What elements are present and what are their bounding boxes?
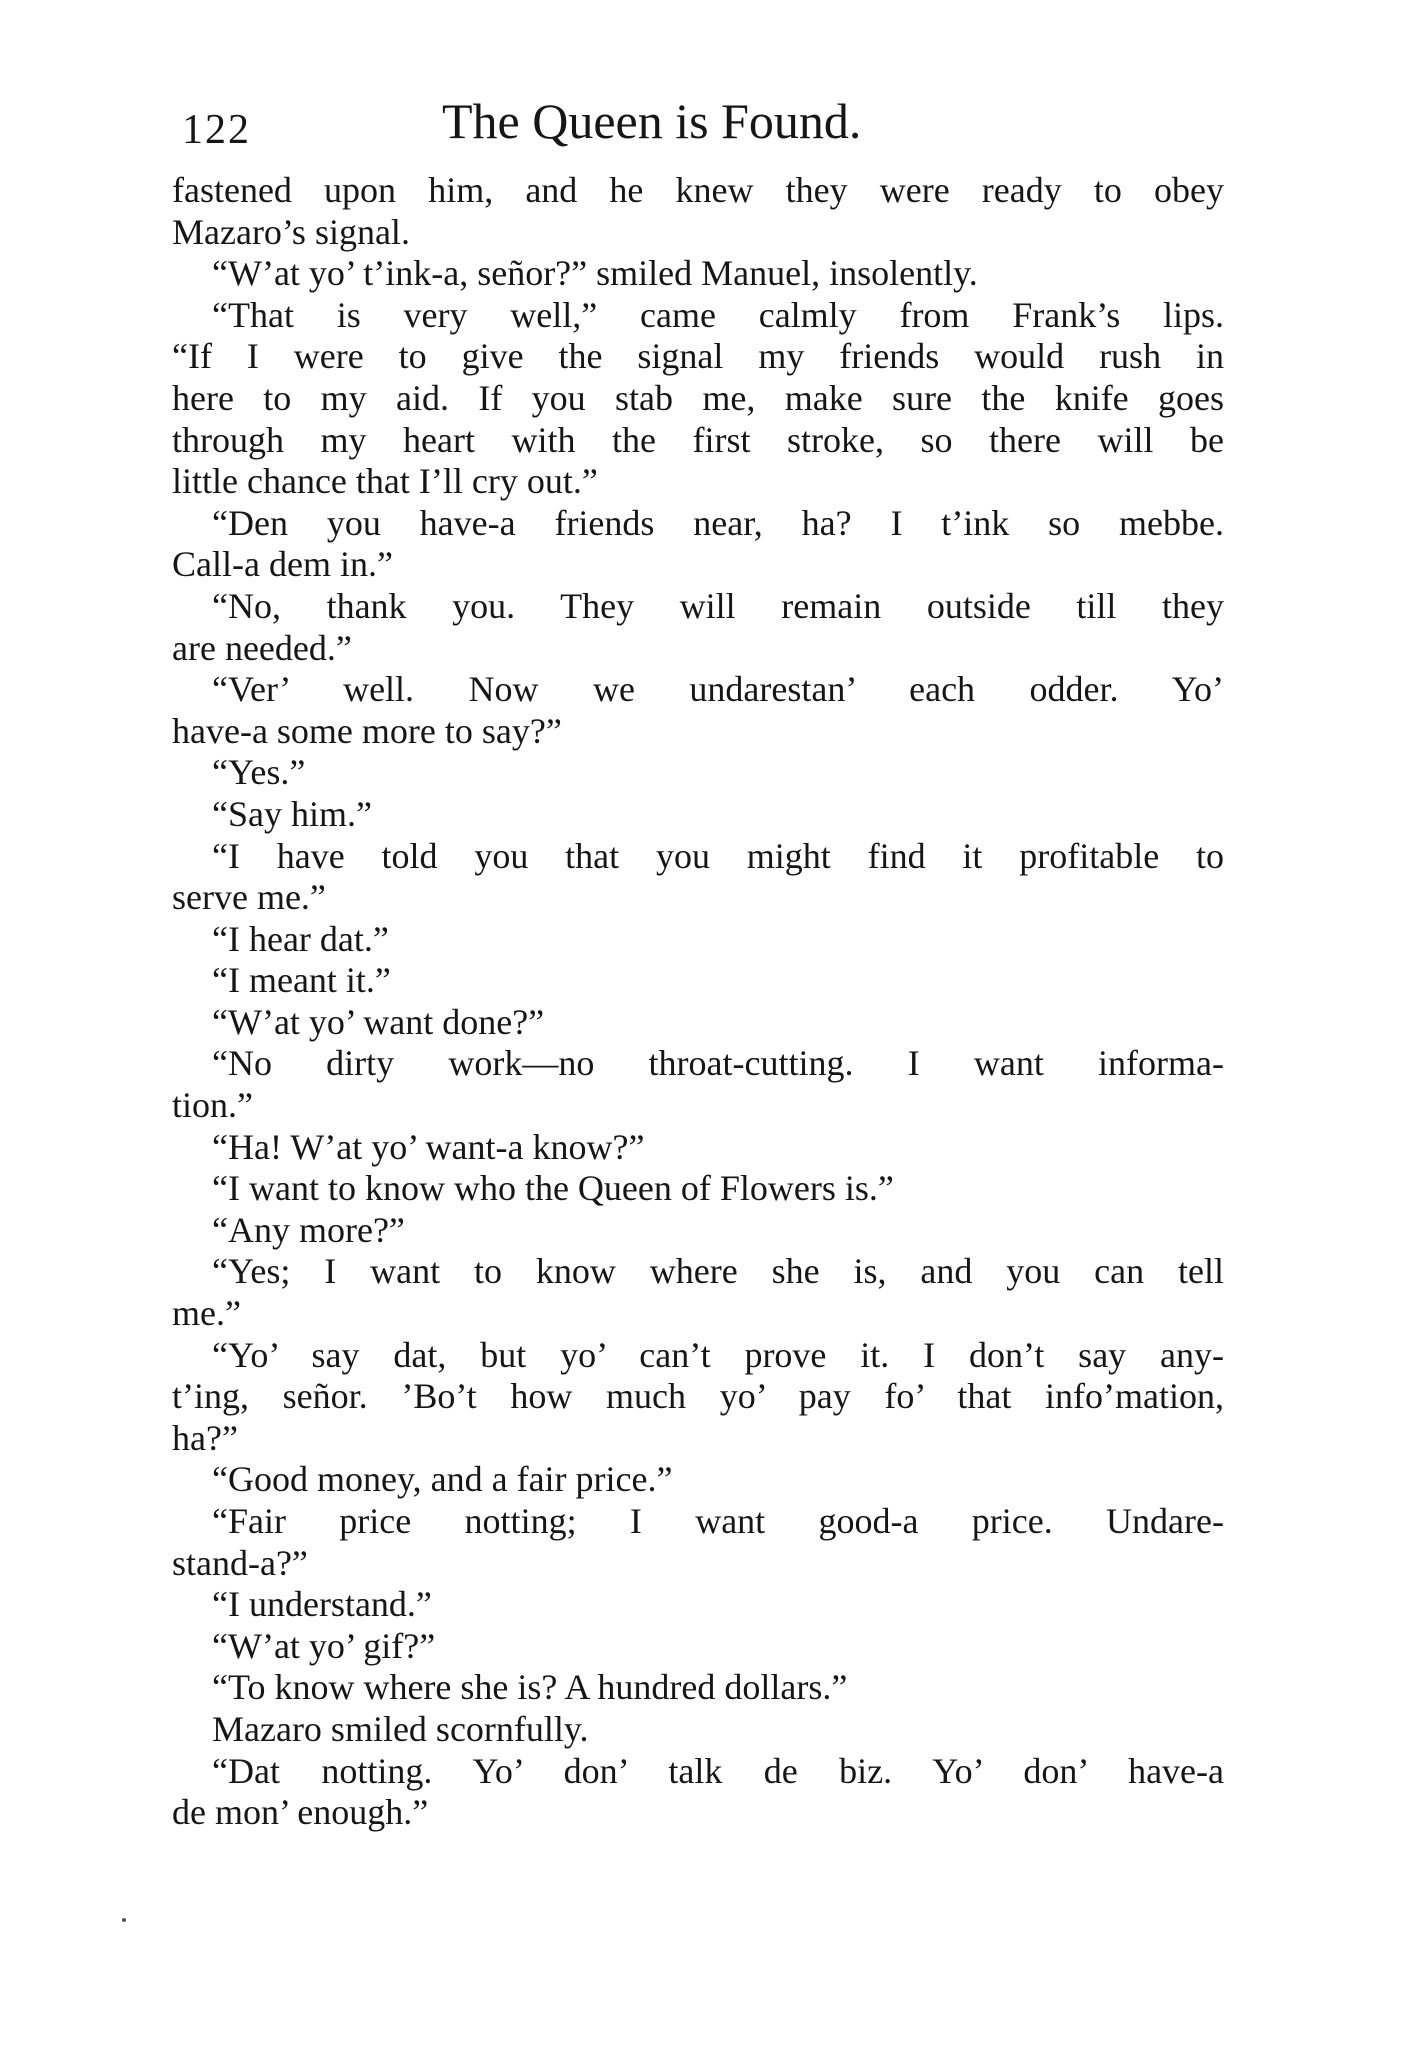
text-line: “Dat notting. Yo’ don’ talk de biz. Yo’ don’ have-a	[212, 1750, 1224, 1791]
text-line: Mazaro’s signal.	[172, 211, 410, 252]
text-line: “To know where she is? A hundred dollars.”	[212, 1667, 848, 1708]
text-line: “That is very well,” came calmly from Frank’s lips.	[212, 294, 1224, 335]
running-title: The Queen is Found.	[442, 93, 862, 149]
body-text	[172, 170, 1224, 1834]
text-line: serve me.”	[172, 877, 326, 918]
text-line: “Good money, and a fair price.”	[212, 1459, 673, 1500]
text-line: Call-a dem in.”	[172, 544, 393, 585]
text-line: little chance that I’ll cry out.”	[172, 461, 598, 502]
text-line: “Yes; I want to know where she is, and you can tell	[212, 1251, 1224, 1292]
text-line: “W’at yo’ t’ink-a, señor?” smiled Manuel, insolently.	[212, 253, 978, 294]
text-line: “W’at yo’ gif?”	[212, 1625, 436, 1666]
text-line: t’ing, señor. ’Bo’t how much yo’ pay fo’ that info’mation,	[172, 1376, 1224, 1417]
text-line: “I hear dat.”	[212, 918, 389, 959]
text-line: “I meant it.”	[212, 960, 391, 1001]
text-line: “Yes.”	[212, 752, 306, 793]
text-line: “I have told you that you might find it profitable to	[212, 835, 1224, 876]
text-line: stand-a?”	[172, 1542, 308, 1583]
text-line: here to my aid. If you stab me, make sure the knife goes	[172, 377, 1224, 418]
margin-speck	[122, 1918, 126, 1922]
text-line: “I understand.”	[212, 1584, 432, 1625]
text-line: “I want to know who the Queen of Flowers is.”	[212, 1168, 894, 1209]
text-line: “Ha! W’at yo’ want-a know?”	[212, 1126, 645, 1167]
text-line: “W’at yo’ want done?”	[212, 1001, 545, 1042]
text-line: have-a some more to say?”	[172, 710, 562, 751]
page-number: 122	[182, 107, 251, 153]
text-line: “Any more?”	[212, 1209, 405, 1250]
page-header	[172, 92, 1232, 162]
text-line: “No dirty work—no throat-cutting. I want informa-	[212, 1043, 1224, 1084]
text-line: through my heart with the first stroke, so there will be	[172, 419, 1224, 460]
text-line: Mazaro smiled scornfully.	[212, 1708, 589, 1749]
text-line: me.”	[172, 1293, 241, 1334]
text-line: fastened upon him, and he knew they were ready to obey	[172, 170, 1224, 210]
text-line: “If I were to give the signal my friends would rush in	[172, 336, 1224, 377]
text-line: “Fair price notting; I want good-a price. Undare-	[212, 1501, 1224, 1541]
text-line: ha?”	[172, 1417, 238, 1458]
text-line: “Den you have-a friends near, ha? I t’ink so mebbe.	[212, 502, 1224, 543]
text-line: “Yo’ say dat, but yo’ can’t prove it. I don’t say any-	[212, 1334, 1224, 1375]
text-line: are needed.”	[172, 627, 352, 668]
text-line: de mon’ enough.”	[172, 1792, 429, 1833]
text-line: “Ver’ well. Now we undarestan’ each odder. Yo’	[212, 669, 1224, 710]
text-line: “Say him.”	[212, 793, 372, 834]
text-line: “No, thank you. They will remain outside till they	[212, 585, 1224, 626]
text-line: tion.”	[172, 1085, 253, 1126]
